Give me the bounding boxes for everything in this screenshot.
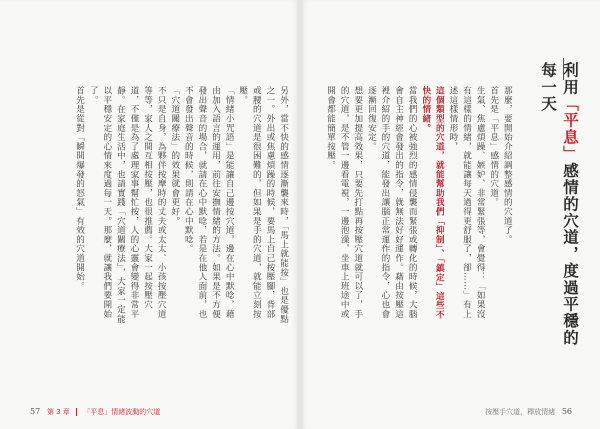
right-page-body	[323, 86, 513, 326]
chapter-label: 第 3 章	[46, 408, 70, 416]
left-page-body	[72, 86, 290, 326]
body-paragraph: 另外，當不快的感情逐漸襲來時，「馬上就能按」也是優點之一。外出或焦慮煩躁的時候，要馬上自己按壓腳，背部或腰的穴道是很困難的，但如果是手的穴道，就能立刻按壓。	[237, 86, 289, 324]
footer-divider	[76, 408, 77, 416]
left-page-footer	[30, 407, 160, 417]
body-paragraph: 想要更加提高效果，只要先打點再按壓穴道就可以了，手的穴道，是不管一邊看電視，一邊泡澡，坐車上班途中或開會都能簡單按壓。	[325, 86, 363, 319]
title-part: 利用	[561, 62, 579, 96]
highlighted-paragraph: 這個類型的穴道，就能幫助我們「抑制」、「鎮定」這些不快的情緒。	[420, 86, 445, 320]
body-paragraph: 不只是自身，為夥伴按摩時的丈夫或太太、小孩按壓穴道等等，家人之間互相按壓，也很推薦。大家一起按壓穴道，不僅是為了處理家事幫忙按，人的心靈會變得非常平靜。在家庭生活中，也請實踐「穴道關療法」，大家一定能以平穩安定的心情來度過每一天。那麼，就讓我們要開始了。	[88, 86, 167, 324]
page-number: 56	[561, 407, 572, 416]
right-page	[301, 0, 600, 429]
left-page	[0, 0, 299, 429]
right-page-footer	[485, 407, 572, 417]
section-title	[537, 62, 581, 362]
body-paragraph: 首先是「平息」感情的穴道。	[488, 86, 499, 207]
page-number: 57	[30, 407, 41, 416]
section-label: 按壓手穴道，釋放情緒	[485, 408, 556, 416]
chapter-title: 「平息」情緒波動的穴道	[83, 408, 161, 416]
body-paragraph: 「情緒小咒語」是能讓自己邊按穴道，邊在心中默唸，藉由加入語言的運用，前往安撫情緒的方法。如果是不方便發出聲音的場合，就請在心中默唸，若是在他人面前，也不會發出聲音的時候，則請在心中默唸。	[183, 86, 235, 319]
title-part: 「平息」	[561, 95, 579, 163]
body-paragraph: 那麼，要開始介紹調整感情的穴道了。	[502, 86, 513, 245]
title-part: 感情的穴道，度過平穩的每一天	[539, 62, 579, 346]
body-paragraph: 當我們的心被強烈的感情侵襲而緊張或轉化的時候，大腦會自主神經會發出的指令，就無法好好運作。藉由按壓這裡介紹的手的穴道，能發出讓腦正常運作的指令，心也會逐漸回復安定。	[366, 86, 418, 319]
body-paragraph: 「穴道關療法」的效果就會更好。	[169, 86, 180, 226]
body-paragraph: 生氣、焦慮煩躁、嫉妒、非常緊張等，會覺得：「如果沒有這樣的情緒，就能讓每天過得更舒服了，卻……」有上述這樣情形時，	[447, 86, 486, 319]
body-paragraph: 首先是從對「瞬間爆發的怒氣」有效的穴道開始。	[74, 86, 85, 291]
